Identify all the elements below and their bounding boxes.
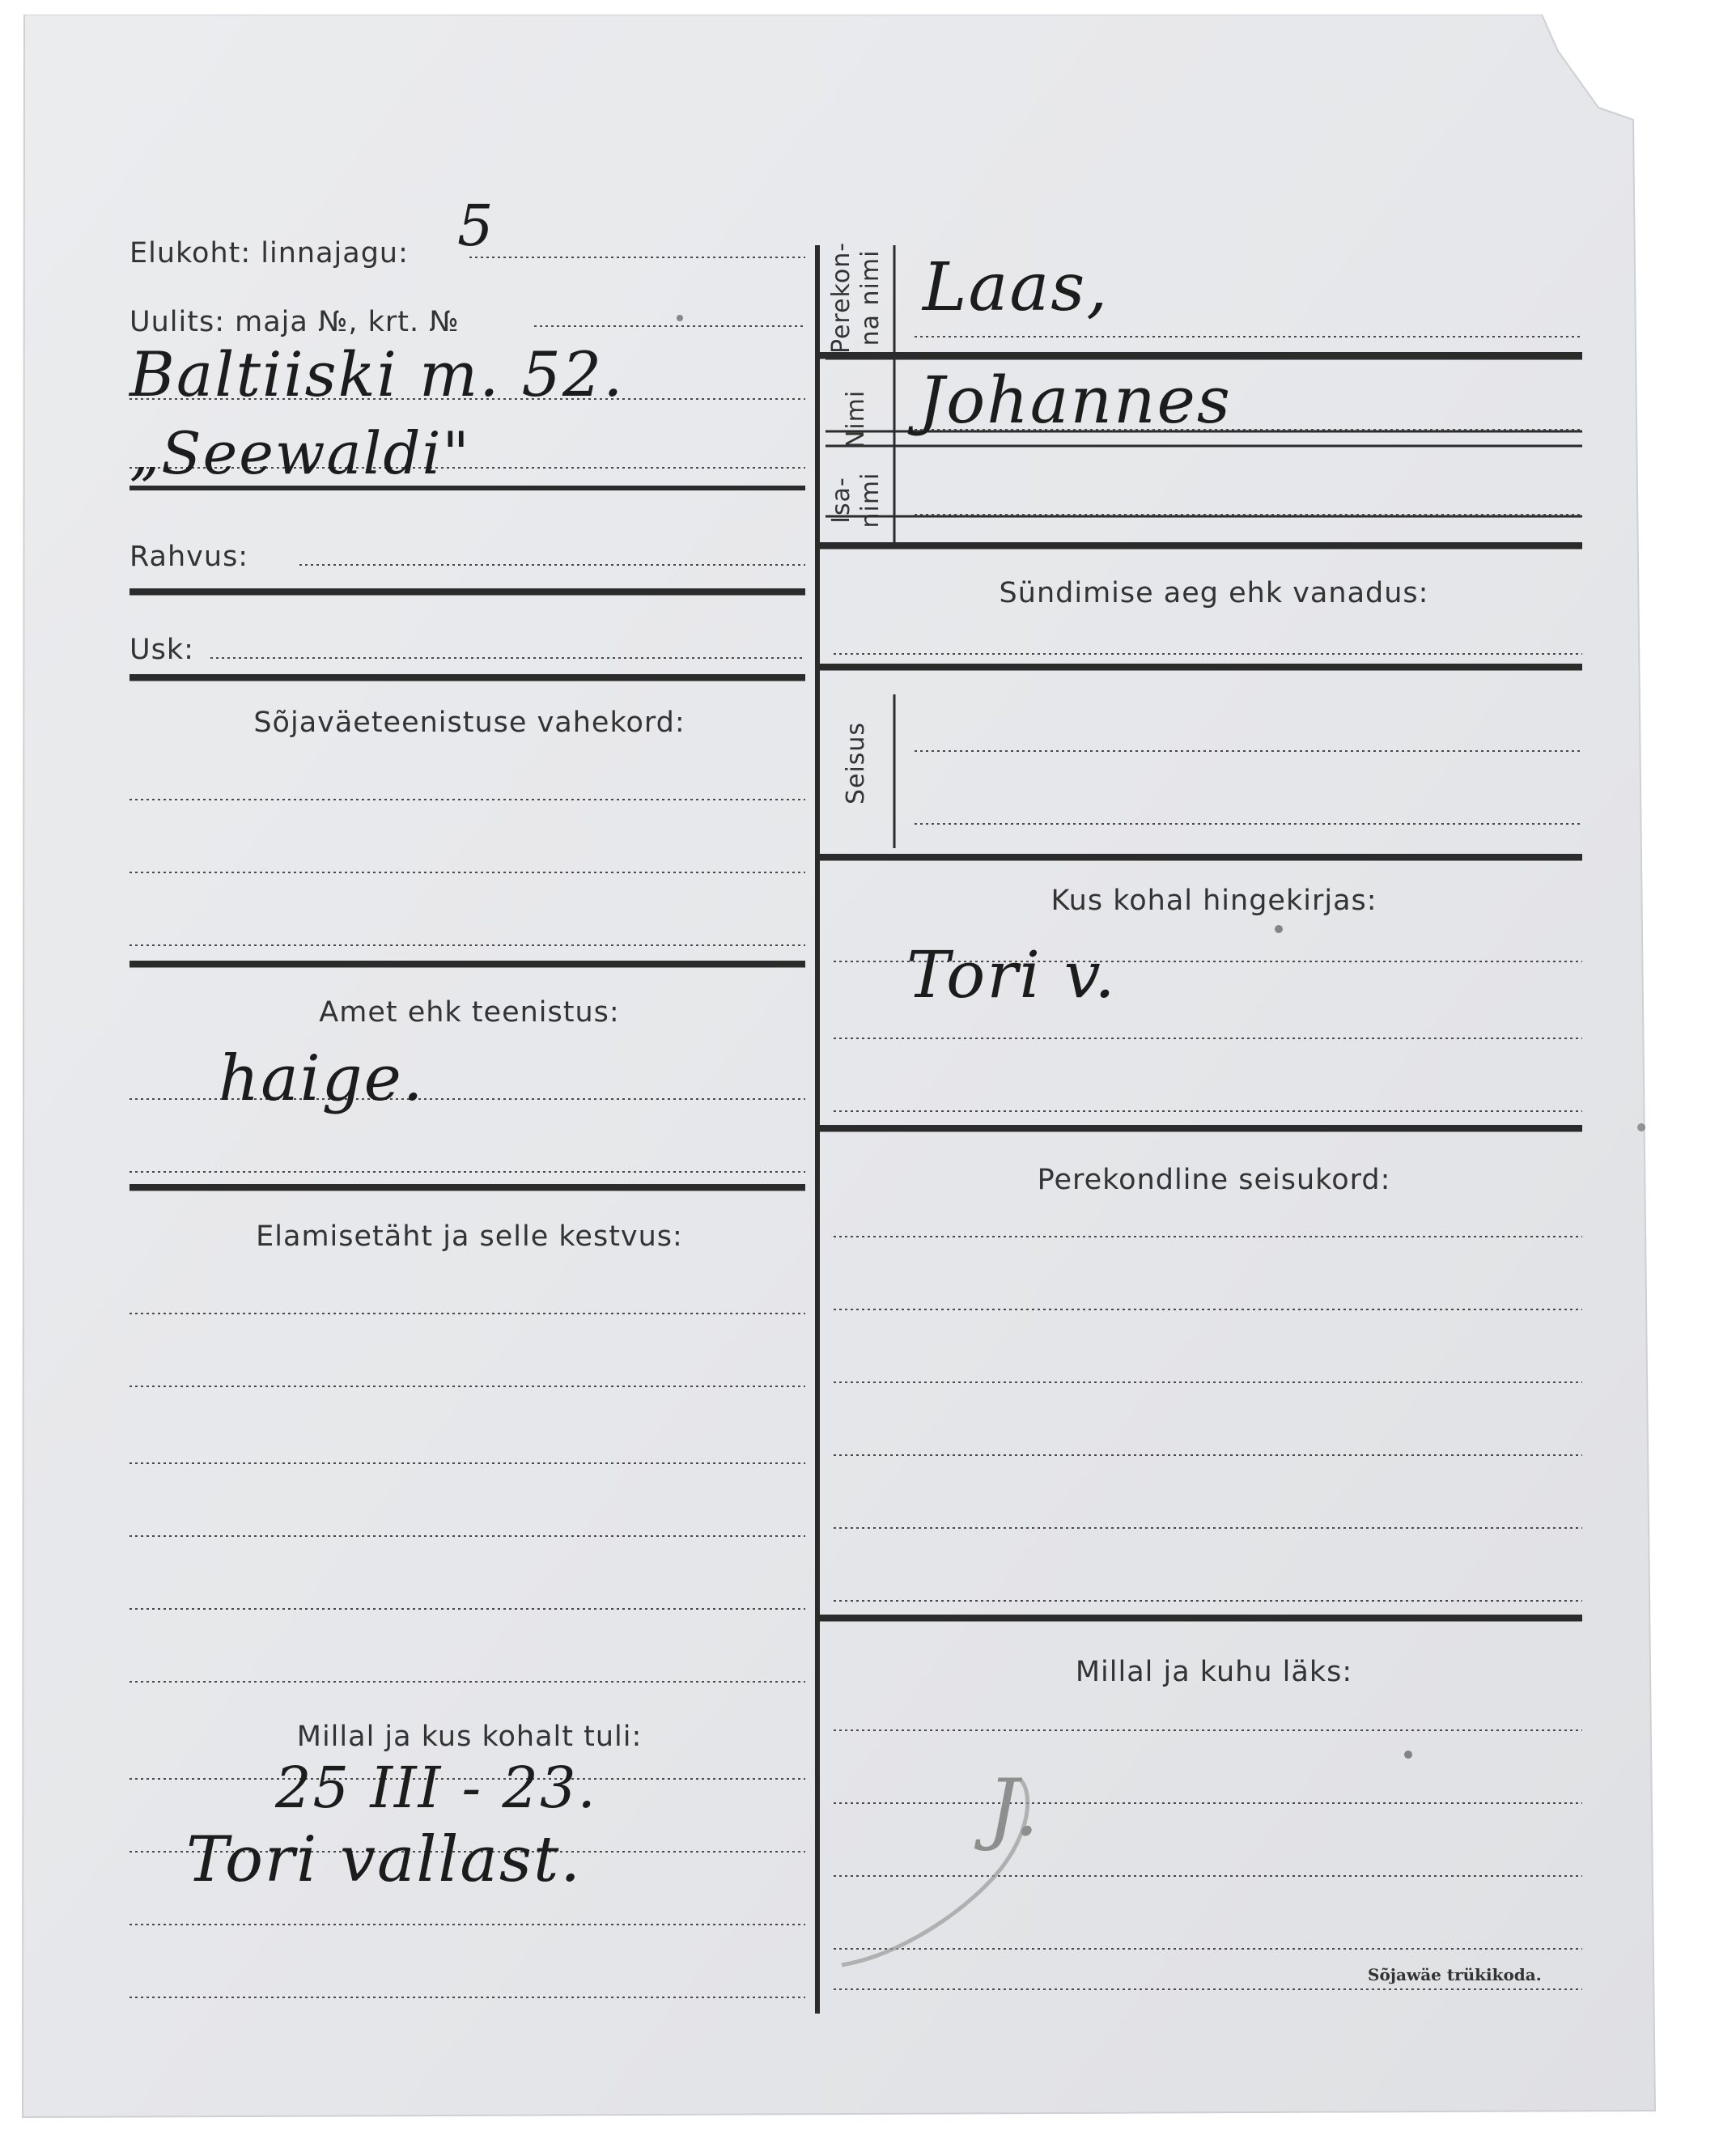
registration-card: [16, 15, 1675, 2119]
arrival-date: 25 III - 23.: [275, 1755, 597, 1821]
millal-laks-label: Millal ja kuhu läks:: [1075, 1656, 1353, 1688]
address-line-1: Baltiiski m. 52.: [129, 338, 625, 410]
perekondline-label: Perekondline seisukord:: [1037, 1164, 1391, 1196]
printer-imprint: Sõjawäe trükikoda.: [1368, 1965, 1542, 1984]
nimi-value: Johannes: [919, 363, 1232, 438]
hingekiri-value: Tori v.: [906, 937, 1117, 1012]
usk-label: Usk:: [129, 634, 194, 666]
military-service-label: Sõjaväeteenistuse vahekord:: [253, 707, 685, 739]
millal-laks-value: J.: [987, 1763, 1041, 1853]
elamisetaht-label: Elamisetäht ja selle kestvus:: [256, 1220, 683, 1253]
seisus-label: Seisus: [842, 721, 870, 805]
rahvus-label: Rahvus:: [129, 541, 249, 573]
sundimise-label: Sündimise aeg ehk vanadus:: [999, 577, 1429, 609]
isanimi-label: Isa- nimi: [827, 472, 885, 528]
uulits-label: Uulits: maja №, krt. №: [129, 306, 460, 338]
amet-value: haige.: [219, 1042, 425, 1115]
arrival-place: Tori vallast.: [186, 1823, 583, 1896]
amet-label: Amet ehk teenistus:: [319, 996, 620, 1029]
perekonnanimi-label: Perekon- na nimi: [827, 241, 885, 354]
millal-tuli-label: Millal ja kus kohalt tuli:: [296, 1721, 643, 1753]
address-line-2: „Seewaldi": [129, 419, 471, 487]
elukoht-value: 5: [457, 193, 495, 259]
nimi-label: Nimi: [842, 389, 870, 449]
perekonnanimi-value: Laas,: [923, 249, 1110, 326]
hingekiri-label: Kus kohal hingekirjas:: [1050, 885, 1377, 917]
elukoht-label: Elukoht: linnajagu:: [129, 237, 409, 270]
